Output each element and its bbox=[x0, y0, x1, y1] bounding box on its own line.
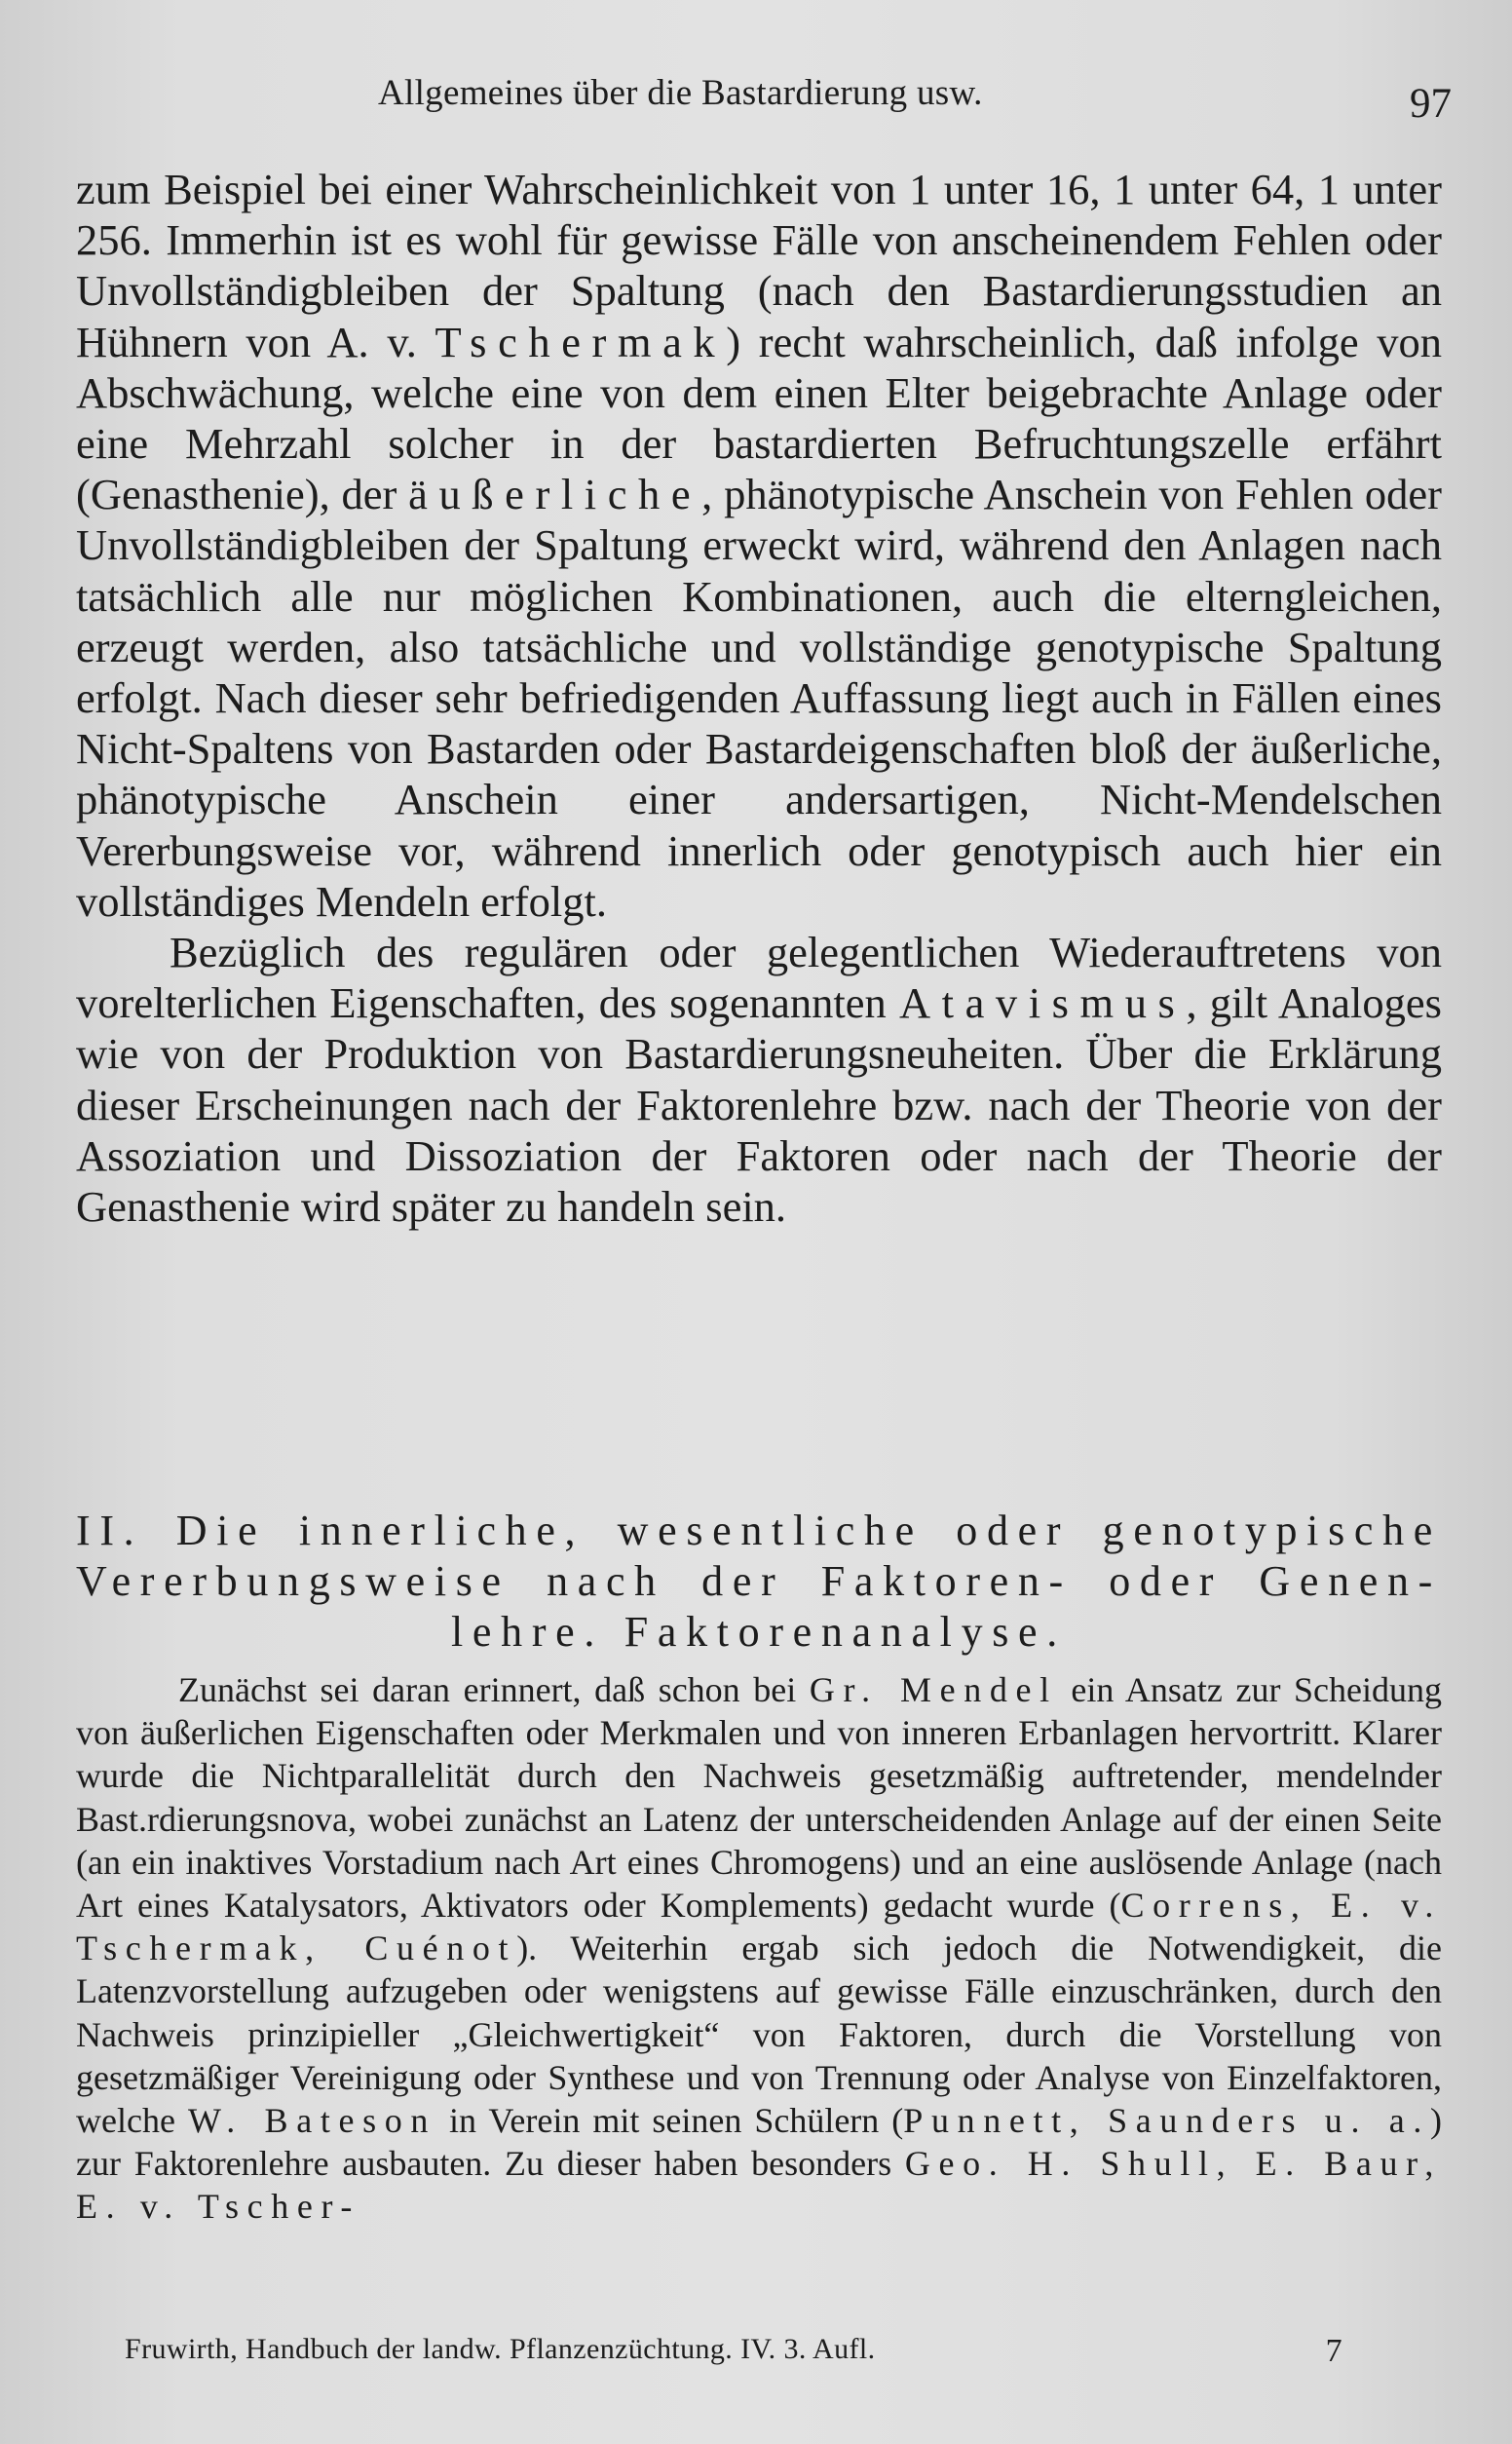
text-run: ) zur Faktorenlehre ausbauten. Zu dieser haben besonders bbox=[76, 2101, 1442, 2184]
spaced-name: Gr. Mendel bbox=[809, 1670, 1058, 1709]
spaced-emphasis: Atavismus bbox=[898, 978, 1187, 1028]
text-run: Bezüglich des regulären oder gelegentlichen Wiederauftretens von vorelterlichen Eigenschaften, des sogenannten bbox=[76, 928, 1442, 1028]
text-run: zum Beispiel bei einer Wahrscheinlichkeit von 1 unter 16, 1 unter 64, 1 unter 256. Immerhin ist es wohl für gewisse Fälle von anscheinendem Fehlen oder Unvollständigbleiben der Spaltung (nach den Bastardierungsstudien an Hühnern von A. v. bbox=[76, 165, 1442, 366]
text-run: ). Weiterhin ergab sich jedoch die Notwendigkeit, die Latenzvorstellung aufzugeben oder wenigstens auf gewisse Fälle einzuschränken, durch den Nachweis prinzipieller „Gleichwertigkeit“ von Faktoren, durch die Vorstellung von gesetzmäßiger Vereinigung oder Synthese und von Trennung oder Analyse von Einzelfaktoren, welche bbox=[76, 1928, 1442, 2141]
spaced-name: Geo. H. Shull, E. Baur, E. v. Tscher- bbox=[76, 2144, 1443, 2227]
page-number: 97 bbox=[1410, 81, 1452, 127]
page-footer bbox=[125, 2333, 1342, 2372]
spaced-name: Punnett, Saunders u. a. bbox=[903, 2101, 1430, 2141]
small-print-text bbox=[76, 1668, 1442, 2229]
spaced-emphasis: äußerliche bbox=[408, 470, 702, 519]
text-run: Zunächst sei daran erinnert, daß schon bei bbox=[178, 1670, 810, 1709]
running-title: Allgemeines über die Bastardierung usw. bbox=[378, 73, 983, 113]
text-run: ) recht wahrscheinlich, daß infolge von Abschwächung, welche eine von dem einen Elter beigebrachte Anlage oder eine Mehrzahl solcher in der bastardierten Befruchtungszelle erfährt (Genasthenie), der bbox=[76, 317, 1443, 519]
spaced-name: W. Bateson bbox=[187, 2101, 437, 2141]
spaced-name: Tschermak bbox=[435, 317, 727, 366]
spaced-name: Correns, E. v. Tschermak, Cuénot bbox=[76, 1886, 1442, 1968]
heading-line: lehre. Faktorenanalyse. bbox=[451, 1608, 1067, 1656]
section-heading bbox=[76, 1506, 1442, 1658]
paragraph bbox=[76, 1668, 1442, 2229]
text-run: in Verein mit seinen Schülern ( bbox=[436, 2101, 904, 2141]
footer-citation: Fruwirth, Handbuch der landw. Pflanzenzüchtung. IV. 3. Aufl. bbox=[125, 2333, 876, 2365]
main-text bbox=[76, 164, 1442, 1232]
paragraph bbox=[76, 927, 1442, 1232]
text-run: , phänotypische Anschein von Fehlen oder Unvollständigbleiben der Spaltung erweckt wird, während den Anlagen nach tatsächlich alle nur möglichen Kombinationen, auch die elterngleichen, erzeugt werden, also tatsächliche und vollständige genotypische Spaltung erfolgt. Nach dieser sehr befriedigenden Auffassung liegt auch in Fällen eines Nicht-Spaltens von Bastarden oder Bastardeigenschaften bloß der äußerliche, phänotypische Anschein einer andersartigen, Nicht-Mendelschen Vererbungsweise vor, während innerlich oder genotypisch auch hier ein vollständiges Mendeln erfolgt. bbox=[76, 470, 1442, 926]
signature-mark: 7 bbox=[1325, 2333, 1342, 2369]
heading-line: II. Die innerliche, wesentliche oder genotypische bbox=[76, 1507, 1442, 1554]
text-run: , gilt Analoges wie von der Produktion von Bastardierungsneuheiten. Über die Erklärung dieser Erscheinungen nach der Faktorenlehre bzw. nach der Theorie von der Assoziation und Dissoziation der Faktoren oder nach der Theorie der Genasthenie wird später zu handeln sein. bbox=[76, 978, 1442, 1232]
page-header bbox=[76, 60, 1452, 129]
text-run: ein Ansatz zur Scheidung von äußerlichen Eigenschaften oder Merkmalen und von inneren Erbanlagen hervortritt. Klarer wurde die Nichtparallelität durch den Nachweis gesetzmäßig auftretender, mendelnder Bast.rdierungsnova, wobei zunächst an Latenz der unterscheidenden Anlage auf der einen Seite (an ein inaktives Vorstadium nach Art eines Chromogens) und an eine auslösende Anlage (nach Art eines Katalysators, Aktivators oder Komplements) gedacht wurde ( bbox=[76, 1670, 1442, 1926]
heading-line: Vererbungsweise nach der Faktoren- oder Genen- bbox=[76, 1557, 1442, 1605]
paragraph bbox=[76, 164, 1442, 927]
